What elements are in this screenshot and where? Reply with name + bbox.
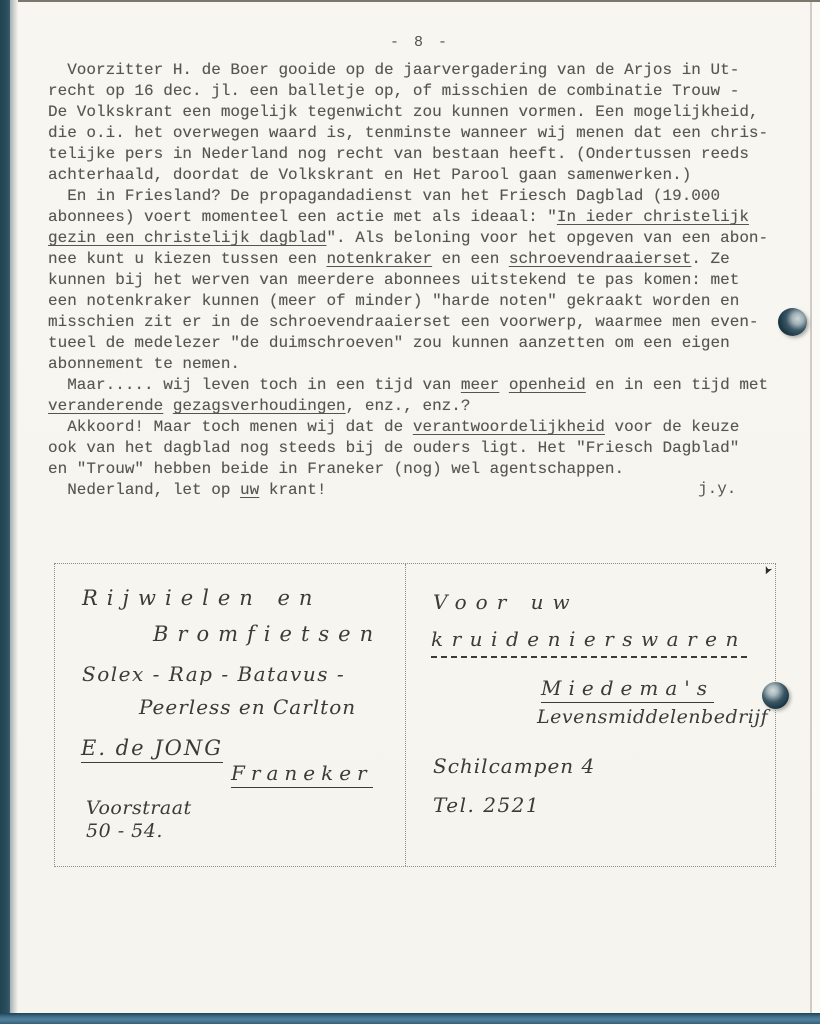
ad-left-brands-line1: Solex - Rap - Batavus - [82, 662, 346, 686]
text-line: recht op 16 dec. jl. een balletje op, of misschien de combinatie Trouw - [48, 82, 740, 100]
text-line: veranderende gezagsverhoudingen, enz., enz.? [48, 397, 471, 415]
ad-left-street: Voorstraat [86, 797, 192, 819]
ad-right-product: kruidenierswaren [431, 627, 747, 658]
pen-arrow-mark: ➤ [759, 563, 776, 578]
text-line: Maar..... wij leven toch in een tijd van meer openheid en in een tijd met [48, 376, 769, 394]
text-line: De Volkskrant een mogelijk tegenwicht zou kunnen vormen. Een mogelijkheid, [48, 103, 759, 121]
ad-right-intro: Voor uw [433, 590, 579, 614]
text-line: kunnen bij het werven van meerdere abonnees uitstekend te pas komen: met [48, 271, 740, 289]
text-line: een notenkraker kunnen (meer of minder) "harde noten" gekraakt worden en [48, 292, 740, 310]
text-line: tueel de medelezer "de duimschroeven" zou kunnen aanzetten om een eigen [48, 334, 730, 352]
text-line: abonnees) voert momenteel een actie met als ideaal: "In ieder christelijk [48, 208, 749, 226]
ad-left-city: Franeker [231, 761, 373, 788]
text-line: achterhaald, doordat de Volkskrant en Het Parool gaan samenwerken.) [48, 166, 692, 184]
text-line: Nederland, let op uw krant! [48, 481, 327, 499]
ad-right-business-name: Miedema's [541, 676, 714, 703]
ad-right-phone: Tel. 2521 [433, 793, 541, 817]
scan-right-edge-line [810, 2, 812, 1016]
text-line: gezin een christelijk dagblad". Als beloning voor het opgeven van een abon- [48, 229, 769, 247]
advertisement-box [54, 563, 776, 867]
text-line: Voorzitter H. de Boer gooide op de jaarvergadering van de Arjos in Ut- [48, 61, 740, 79]
punch-hole-bottom [762, 682, 789, 709]
text-line: en "Trouw" hebben beide in Franeker (nog) wel agentschappen. [48, 460, 625, 478]
ad-left-owner-name: E. de JONG [81, 736, 223, 763]
text-line: die o.i. het overwegen waard is, tenminste wanneer wij menen dat een chris- [48, 124, 769, 142]
binder-spine-highlight [10, 0, 18, 1024]
ad-left-brands-line2: Peerless en Carlton [139, 695, 357, 719]
ad-left-title-line1: Rijwielen en [82, 586, 322, 610]
text-line: telijke pers in Nederland nog recht van bestaan heeft. (Ondertussen reeds [48, 145, 749, 163]
scan-top-edge [0, 0, 820, 2]
text-line: En in Friesland? De propagandadienst van het Friesch Dagblad (19.000 [48, 187, 721, 205]
page-number: - 8 - [389, 34, 450, 51]
ad-column-divider [405, 564, 406, 866]
text-line: ook van het dagblad nog steeds bij de ouders ligt. Het "Friesch Dagblad" [48, 439, 740, 457]
author-initials: j.y. [698, 480, 737, 498]
text-line: abonnement te nemen. [48, 355, 241, 373]
scan-right-paper-edge [812, 2, 820, 1016]
body-text [48, 60, 800, 501]
scan-bottom-band [0, 1013, 820, 1024]
text-line: nee kunt u kiezen tussen een notenkraker en een schroevendraaierset. Ze [48, 250, 730, 268]
ad-left-title-line2: Bromfietsen [153, 622, 383, 646]
punch-hole-top [778, 308, 807, 336]
ad-left-street-number: 50 - 54. [86, 820, 163, 842]
binder-spine-band [0, 0, 10, 1024]
ad-right-address: Schilcampen 4 [433, 754, 596, 778]
text-line: Akkoord! Maar toch menen wij dat de verantwoordelijkheid voor de keuze [48, 418, 740, 436]
ad-right-subtitle: Levensmiddelenbedrijf [537, 706, 769, 728]
text-line: misschien zit er in de schroevendraaierset een voorwerp, waarmee men even- [48, 313, 759, 331]
